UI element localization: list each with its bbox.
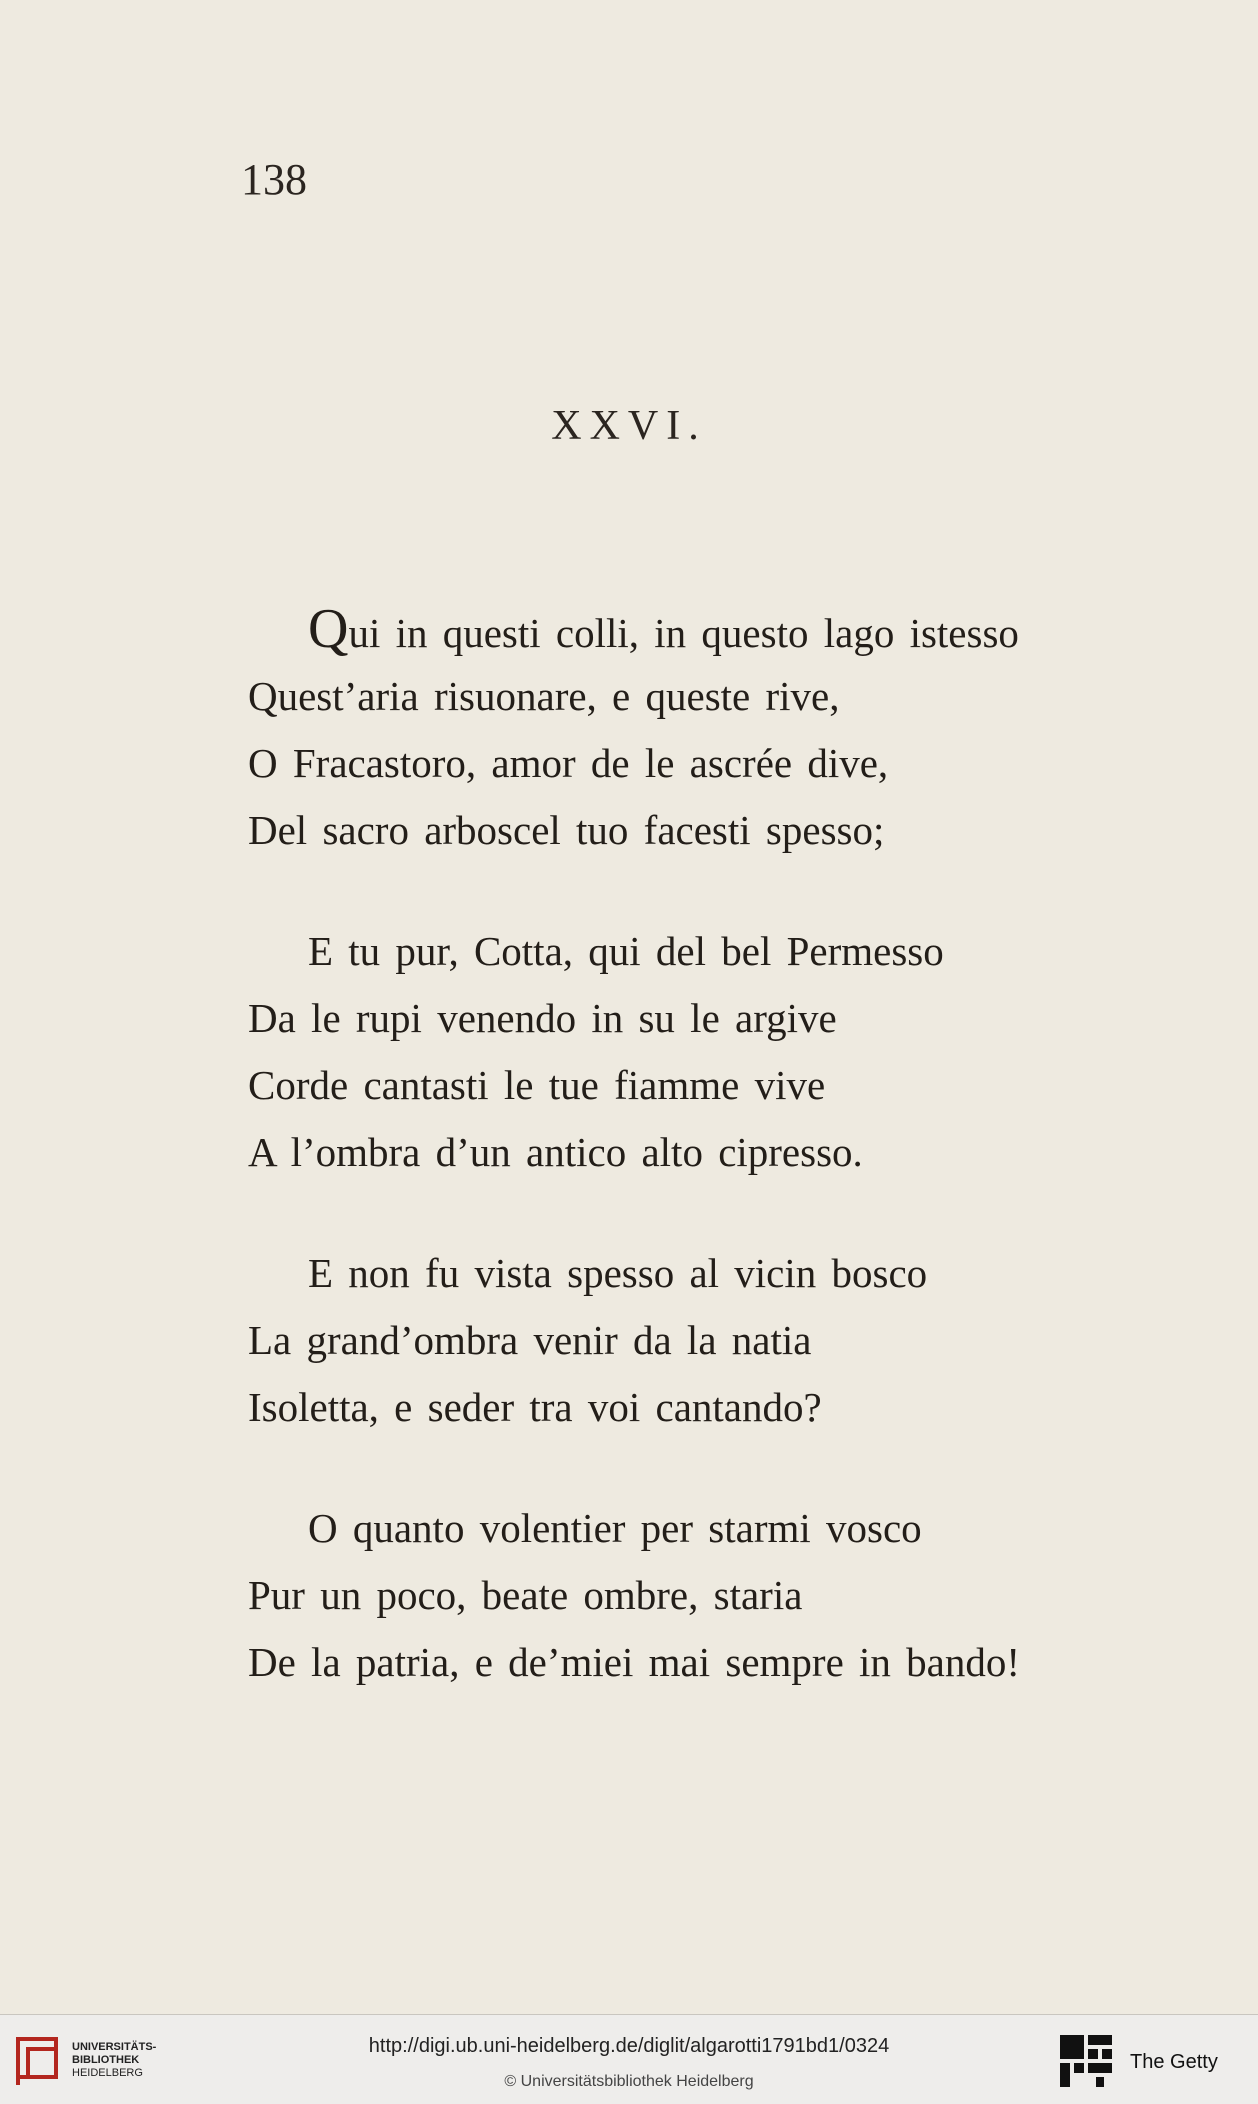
poem-line: O quanto volentier per starmi vosco — [308, 1505, 922, 1551]
poem-line: La grand’ombra venir da la natia — [248, 1317, 812, 1363]
poem-line: Qui in questi colli, in questo lago istesso — [308, 598, 1019, 660]
logo-text-line: UNIVERSITÄTS- — [72, 2041, 157, 2053]
stanza-1 — [248, 596, 1248, 864]
poem-line: E non fu vista spesso al vicin bosco — [308, 1250, 928, 1296]
poem-line: Corde cantasti le tue fiamme vive — [248, 1062, 826, 1108]
poem — [248, 596, 1248, 1750]
stanza-2 — [248, 918, 1248, 1186]
poem-line: Pur un poco, beate ombre, staria — [248, 1572, 803, 1618]
poem-line: A l’ombra d’un antico alto cipresso. — [248, 1129, 863, 1175]
copyright-notice: © Universitätsbibliothek Heidelberg — [504, 2073, 754, 2090]
logo-text-line: BIBLIOTHEK — [72, 2054, 140, 2066]
getty-logo-icon — [1058, 2033, 1114, 2089]
poem-line: Da le rupi venendo in su le argive — [248, 995, 837, 1041]
permalink-url[interactable]: http://digi.ub.uni-heidelberg.de/diglit/algarotti1791bd1/0324 — [368, 2035, 890, 2057]
poem-line: O Fracastoro, amor de le ascrée dive, — [248, 740, 889, 786]
poem-line: Del sacro arboscel tuo facesti spesso; — [248, 807, 885, 853]
poem-line: Isoletta, e seder tra voi cantando? — [248, 1384, 822, 1430]
poem-line: E tu pur, Cotta, qui del bel Permesso — [308, 928, 944, 974]
poem-line: De la patria, e de’miei mai sempre in bando! — [248, 1639, 1021, 1685]
section-title: XXVI. — [551, 403, 707, 449]
getty-logo-text[interactable]: The Getty — [1130, 2051, 1218, 2073]
viewer-footer — [0, 2014, 1258, 2104]
page-number: 138 — [241, 155, 307, 204]
stanza-3 — [248, 1240, 1248, 1441]
stanza-4 — [248, 1495, 1248, 1696]
logo-text-line: HEIDELBERG — [72, 2067, 143, 2079]
poem-line: Quest’aria risuonare, e queste rive, — [248, 673, 840, 719]
